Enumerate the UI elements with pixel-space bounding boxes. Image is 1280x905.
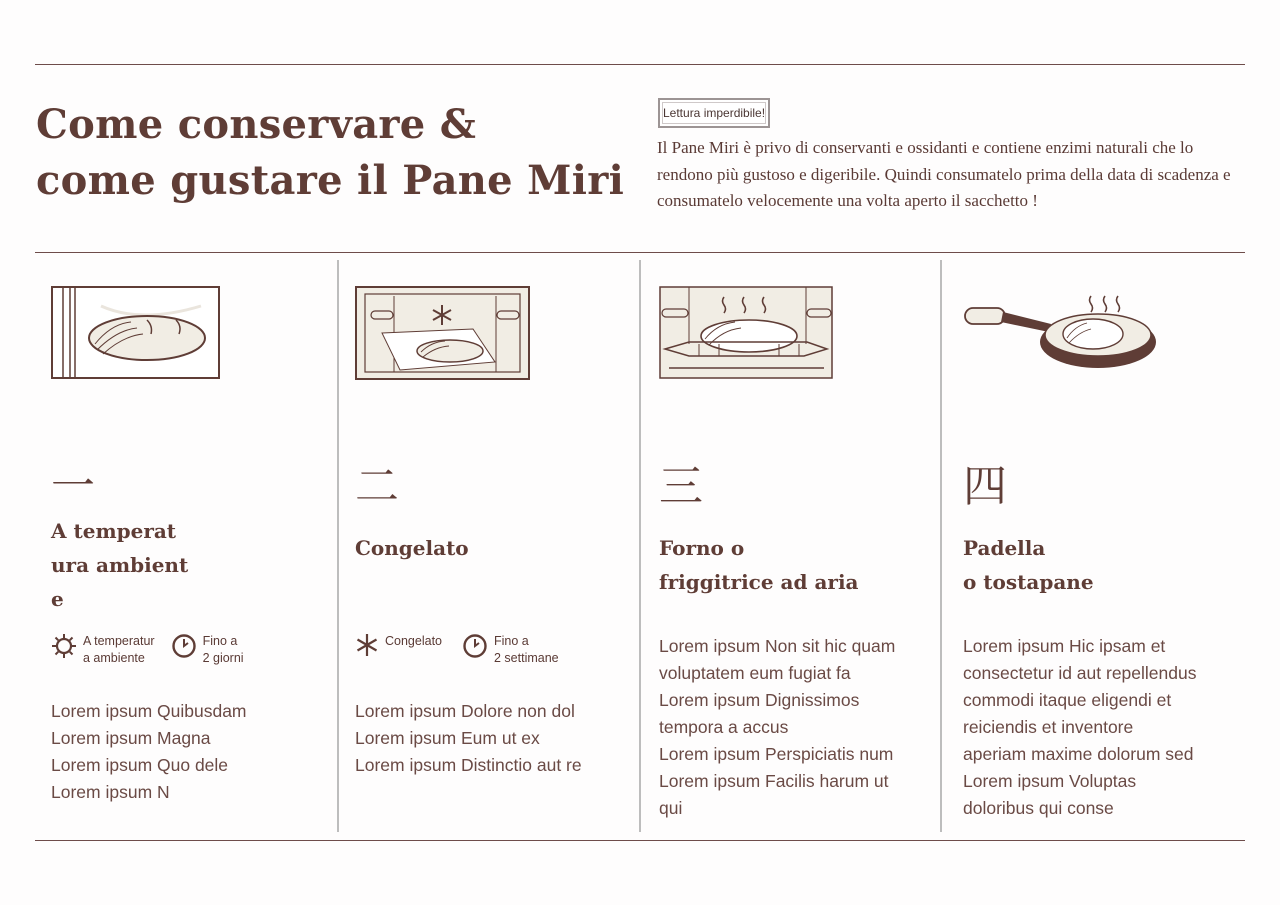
sun-icon: [51, 633, 77, 659]
section-room-temperature: [51, 252, 331, 840]
meta-temperature: A temperatur a ambiente: [51, 633, 155, 667]
column-divider: [337, 260, 339, 832]
step-numeral: 四: [963, 461, 1007, 512]
section-body: Lorem ipsum Dolore non dol Lorem ipsum Eum ut ex Lorem ipsum Distinctio aut re: [355, 701, 582, 775]
top-rule: [35, 64, 1245, 65]
step-numeral: 一: [51, 461, 95, 512]
bread-in-oven-icon: [659, 284, 833, 380]
section-body: Lorem ipsum Non sit hic quam voluptatem eum fugiat fa Lorem ipsum Dignissimos tempora a accus Lorem ipsum Perspiciatis num Lorem ipsum Facilis harum ut qui: [659, 636, 896, 818]
bread-in-freezer-icon: [355, 284, 530, 380]
section-pan: [963, 252, 1245, 840]
storage-meta: [355, 633, 559, 667]
section-frozen: [355, 252, 635, 840]
bread-in-pan-icon: [963, 290, 1159, 376]
step-numeral: 三: [659, 461, 703, 512]
column-divider: [940, 260, 942, 832]
section-heading: Forno o friggitrice ad aria: [659, 536, 859, 594]
meta-frozen: Congelato: [355, 633, 442, 667]
title-line-2: come gustare il Pane Miri: [36, 157, 625, 204]
storage-meta: [51, 633, 244, 667]
section-oven: [659, 252, 939, 840]
section-body: Lorem ipsum Hic ipsam et consectetur id aut repellendus commodi itaque eligendi et reiciendis et inventore aperiam maxime dolorum sed Lorem ipsum Voluptas doloribus qui conse: [963, 636, 1197, 818]
clock-icon: [462, 633, 488, 659]
bottom-rule: [35, 840, 1245, 841]
column-divider: [639, 260, 641, 832]
intro-paragraph: Il Pane Miri è privo di conservanti e ossidanti e contiene enzimi naturali che lo rendono più gustoso e digeribile. Quindi consumatelo prima della data di scadenza e consumatelo velocemente una volta aperto il sacchetto !: [657, 138, 1231, 210]
section-body: Lorem ipsum Quibusdam Lorem ipsum Magna Lorem ipsum Quo dele Lorem ipsum N: [51, 701, 247, 802]
section-heading: A temperat ura ambient e: [51, 519, 189, 611]
page-title: [36, 97, 646, 209]
must-read-badge: Lettura imperdibile!: [658, 98, 770, 128]
meta-duration: Fino a 2 giorni: [171, 633, 244, 667]
title-line-1: Come conservare &: [36, 101, 477, 148]
step-numeral: 二: [355, 461, 399, 512]
snowflake-icon: [355, 633, 379, 657]
clock-icon: [171, 633, 197, 659]
section-heading: Congelato: [355, 536, 469, 560]
meta-duration: Fino a 2 settimane: [462, 633, 559, 667]
section-heading: Padella o tostapane: [963, 536, 1094, 594]
bread-in-bag-icon: [51, 284, 221, 380]
